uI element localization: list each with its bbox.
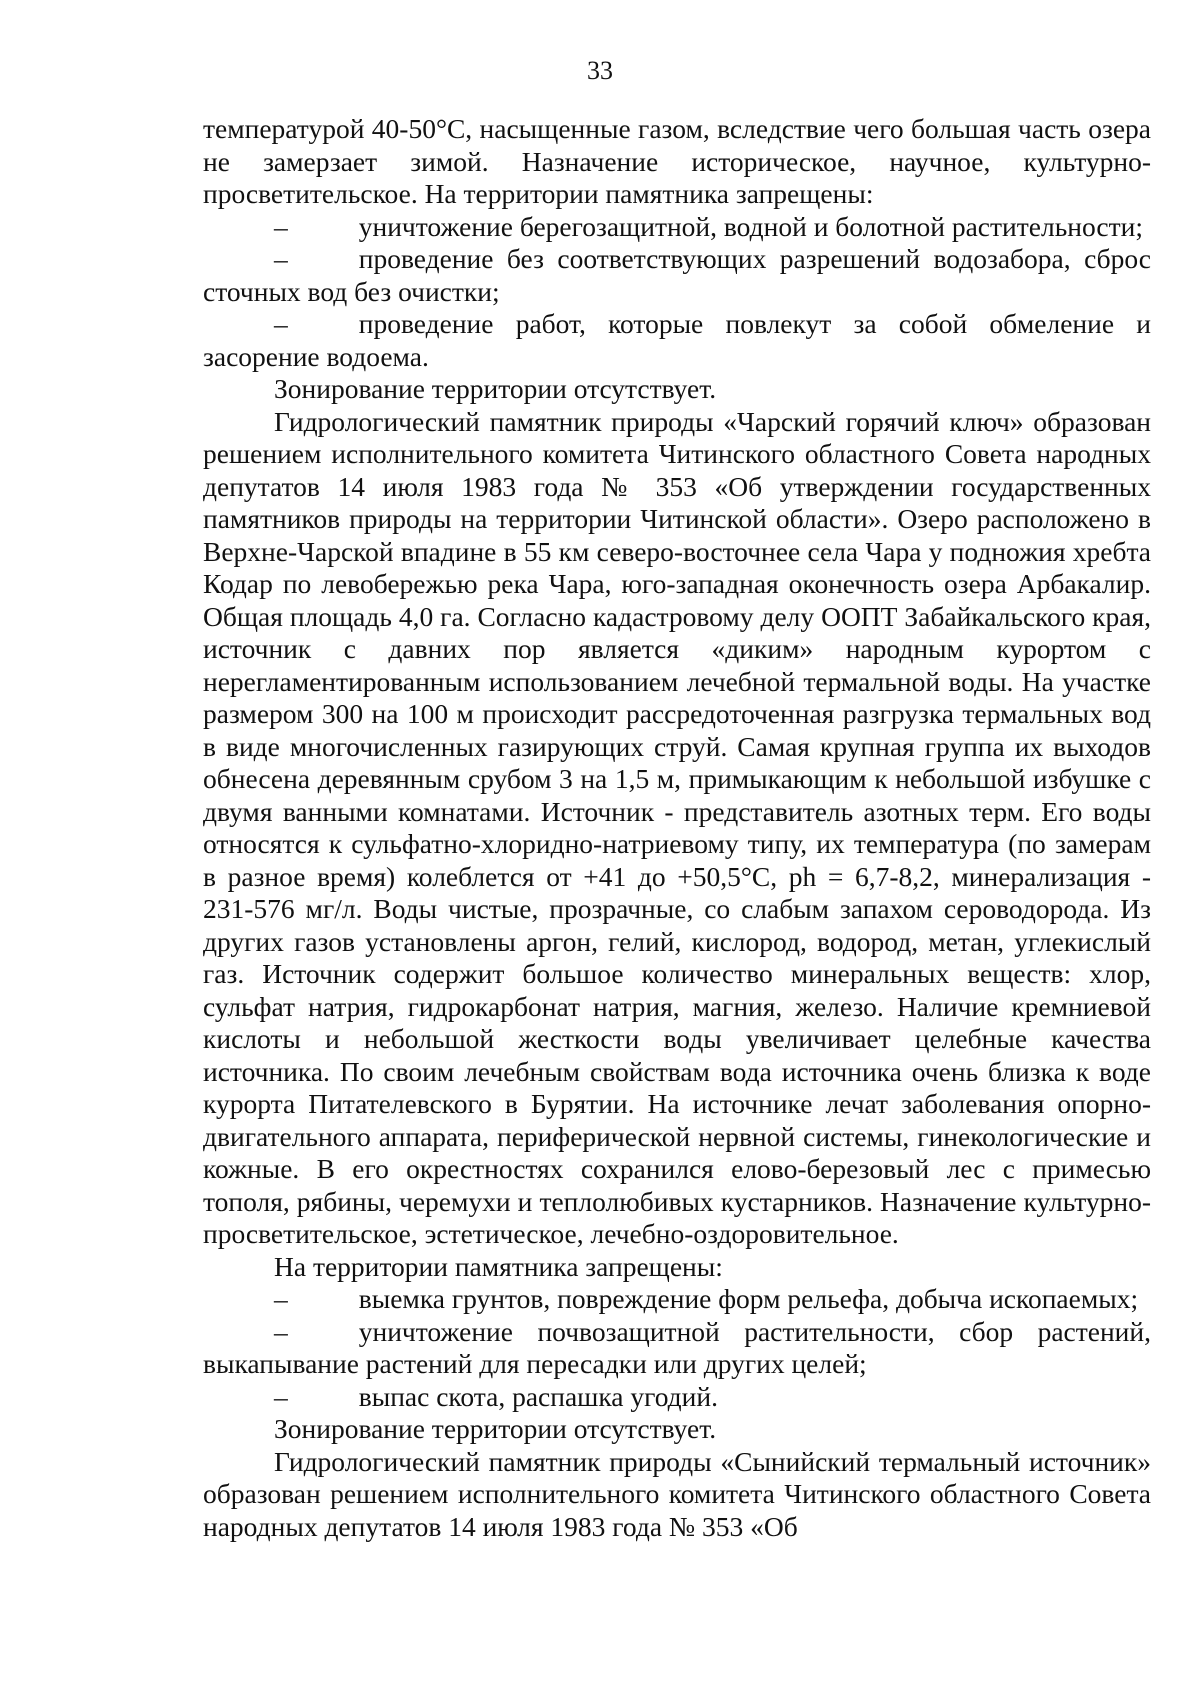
bullet-item <box>203 308 1151 373</box>
bullet-text: проведение без соответствующих разрешений водозабора, сброс сточных вод без очистки; <box>203 243 1151 307</box>
bullet-text: проведение работ, которые повлекут за собой обмеление и засорение водоема. <box>203 308 1151 372</box>
bullet-item <box>203 1316 1151 1381</box>
dash-marker: – <box>274 243 288 274</box>
bullet-text: уничтожение почвозащитной растительности, сбор растений, выкапывание растений для пересадки или других целей; <box>203 1315 1151 1379</box>
bullet-item <box>203 1283 1151 1316</box>
paragraph: Гидрологический памятник природы «Чарский горячий ключ» образован решением исполнительного комитета Читинского областного Совета народных депутатов 14 июля 1983 года № 353 «Об утверждении государственных памятников природы на территории Читинской области». Озеро расположено в Верхне-Чарской впадине в 55 км северо-восточнее села Чара у подножия хребта Кодар по левобережью река Чара, юго-западная оконечность озера Арбакалир. Общая площадь 4,0 га. Согласно кадастровому делу ООПТ Забайкальского края, источник с давних пор является «диким» народным курортом с нерегламентированным использованием лечебной термальной воды. На участке размером 300 на 100 м происходит рассредоточенная разгрузка термальных вод в виде многочисленных газирующих струй. Самая крупная группа их выходов обнесена деревянным срубом 3 на 1,5 м, примыкающим к небольшой избушке с двумя ванными комнатами. Источник - представитель азотных терм. Его воды относятся к сульфатно-хлоридно-натриевому типу, их температура (по замерам в разное время) колеблется от +41 до +50,5°С, ph = 6,7-8,2, минерализация - 231-576 мг/л. Воды чистые, прозрачные, со слабым запахом сероводорода. Из других газов установлены аргон, гелий, кислород, водород, метан, углекислый газ. Источник содержит большое количество минеральных веществ: хлор, сульфат натрия, гидрокарбонат натрия, магния, железо. Наличие кремниевой кислоты и небольшой жесткости воды увеличивает целебные качества источника. По своим лечебным свойствам вода источника очень близка к воде курорта Питателевского в Бурятии. На источнике лечат заболевания опорно-двигательного аппарата, периферической нервной системы, гинекологические и кожные. В его окрестностях сохранился елово-березовый лес с примесью тополя, рябины, черемухи и теплолюбивых кустарников. Назначение культурно-просветительское, эстетическое, лечебно-оздоровительное. <box>203 405 1151 1249</box>
paragraph-continuation: температурой 40-50°С, насыщенные газом, вследствие чего большая часть озера не замерзает зимой. Назначение историческое, научное, культурно-просветительское. На территории памятника запрещены: <box>203 113 1151 209</box>
bullet-text: уничтожение берегозащитной, водной и болотной растительности; <box>358 210 1143 242</box>
dash-marker: – <box>274 308 288 339</box>
bullet-text: выемка грунтов, повреждение форм рельефа, добыча ископаемых; <box>358 1283 1139 1314</box>
bullet-item <box>203 1381 1151 1414</box>
document-body <box>203 113 1151 1543</box>
bullet-text: выпас скота, распашка угодий. <box>358 1380 718 1412</box>
dash-marker: – <box>274 1283 288 1314</box>
page-number: 33 <box>587 56 613 85</box>
paragraph: Зонирование территории отсутствует. <box>274 1413 717 1444</box>
dash-marker: – <box>274 1315 288 1347</box>
paragraph: Гидрологический памятник природы «Сынийский термальный источник» образован решением исполнительного комитета Читинского областного Совета народных депутатов 14 июля 1983 года № 353 «Об <box>203 1445 1151 1542</box>
paragraph: Зонирование территории отсутствует. <box>274 373 717 404</box>
bullet-item <box>203 211 1151 244</box>
dash-marker: – <box>274 210 288 242</box>
dash-marker: – <box>274 1380 288 1412</box>
bullet-item <box>203 243 1151 308</box>
paragraph: На территории памятника запрещены: <box>274 1250 723 1282</box>
